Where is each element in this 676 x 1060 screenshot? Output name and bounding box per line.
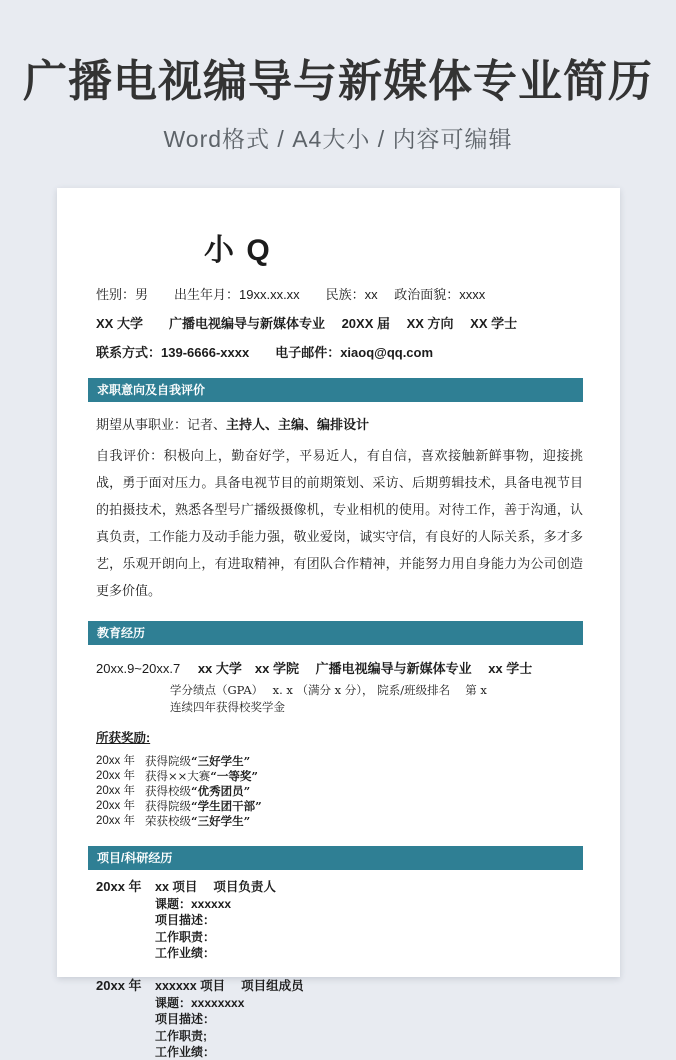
award-text: 获得院级“学生团干部” [145, 799, 262, 813]
award-year: 20xx 年 [96, 785, 135, 797]
project-body [155, 879, 583, 961]
section-header-objective: 求职意向及自我评价 [88, 378, 583, 402]
award-text: 荣获校级“三好学生” [145, 814, 251, 828]
project-duties-label: 工作职责： [155, 929, 216, 944]
promo-banner [0, 0, 676, 154]
scholarship-line: 连续四年获得校奖学金 [170, 700, 285, 714]
project-topic: 课题：xxxxxxxx [155, 995, 245, 1010]
award-year: 20xx 年 [96, 815, 135, 827]
self-evaluation: 自我评价：积极向上，勤奋好学，平易近人，有自信，喜欢接触新鲜事物，迎接挑战，勇于面对压力。具备电视节目的前期策划、采访、后期剪辑技术，具备电视节目的拍摄技术，熟悉各型号广播级摄像机，专业相机的使用。对待工作，善于沟通，认真负责，工作能力及动手能力强，敬业爱岗，诚实守信，有良好的人际关系，多才多艺，乐观开朗向上，有进取精神，有团队合作精神，并能努力用自身能力为公司创造更多价值。 [96, 448, 583, 598]
project-results-label: 工作业绩： [155, 1045, 216, 1059]
award-text: 获得院级“三好学生” [145, 754, 251, 768]
project-body [155, 978, 583, 1060]
gpa-block [170, 682, 583, 716]
project-duties-label: 工作职责; [155, 1028, 207, 1043]
award-text: 获得××大赛“一等奖” [145, 769, 259, 783]
project-entry-1 [96, 879, 583, 961]
desired-jobs-line [96, 416, 583, 433]
basic-info-line: 性别：男 出生年月：19xx.xx.xx 民族：xx 政治面貌：xxxx [96, 287, 486, 302]
award-row [96, 754, 583, 769]
resume-page [57, 188, 620, 1059]
banner-title: 广播电视编导与新媒体专业简历 [23, 57, 653, 106]
award-row [96, 814, 583, 829]
project-year: 20xx 年 [96, 879, 142, 894]
education-period: 20xx.9~20xx.7 [96, 661, 181, 676]
project-description-label: 项目描述： [155, 913, 216, 927]
banner-subtitle: Word格式 / A4大小 / 内容可编辑 [163, 126, 513, 153]
project-results-label: 工作业绩： [155, 946, 216, 960]
education-school: xx 大学 xx 学院 广播电视编导与新媒体专业 xx 学士 [197, 661, 533, 676]
degree-line: XX 大学 广播电视编导与新媒体专业 20XX 届 XX 方向 XX 学士 [96, 316, 518, 331]
desired-jobs-bold: 主持人、主编、编排设计 [226, 417, 370, 432]
project-title: xxxxxx 项目 项目组成员 [155, 979, 304, 993]
gpa-line: 学分绩点（GPA） x. x （满分 x 分）， 院系/班级排名 第 x [170, 683, 487, 697]
contact-line: 联系方式：139-6666-xxxx 电子邮件：xiaoq@qq.com [96, 345, 434, 360]
award-row [96, 784, 583, 799]
award-year: 20xx 年 [96, 755, 135, 767]
candidate-name: 小 Q [204, 234, 272, 267]
awards-label: 所获奖励: [96, 731, 151, 745]
project-year: 20xx 年 [96, 978, 142, 993]
desired-jobs-prefix: 期望从事职业：记者、 [96, 417, 227, 432]
section-header-education: 教育经历 [88, 621, 583, 645]
project-description-label: 项目描述： [155, 1012, 216, 1026]
project-title: xx 项目 项目负责人 [155, 880, 276, 894]
project-entry-2 [96, 978, 583, 1060]
award-year: 20xx 年 [96, 770, 135, 782]
education-line [96, 658, 583, 677]
award-row [96, 799, 583, 814]
project-topic: 课题：xxxxxx [155, 896, 232, 911]
section-header-projects: 项目/科研经历 [88, 846, 583, 870]
award-row [96, 769, 583, 784]
award-year: 20xx 年 [96, 800, 135, 812]
award-text: 获得校级“优秀团员” [145, 784, 251, 798]
awards-list [96, 754, 583, 829]
